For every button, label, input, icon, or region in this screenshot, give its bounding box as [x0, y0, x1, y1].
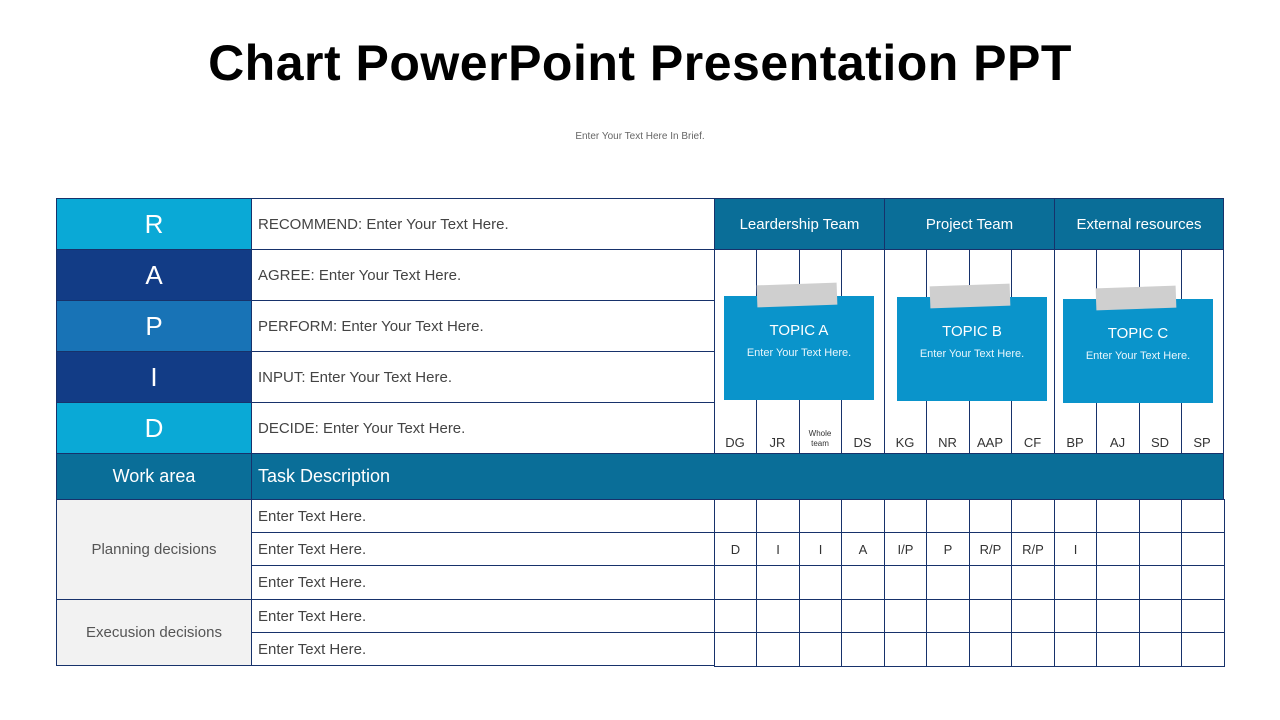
role-cell	[841, 632, 885, 667]
member-initials: JR	[769, 435, 786, 450]
role-cell	[714, 632, 757, 667]
role-cell: R/P	[1011, 532, 1055, 566]
slide-title: Chart PowerPoint Presentation PPT	[208, 35, 1072, 91]
role-cell	[884, 599, 927, 633]
role-cell: I/P	[884, 532, 927, 566]
task-description-header: Task Description	[251, 453, 1224, 500]
role-cell	[714, 499, 757, 533]
topic-text-b: Enter Your Text Here.	[919, 348, 1025, 360]
team-header-external: External resources	[1054, 198, 1224, 250]
rapid-desc-r: RECOMMEND: Enter Your Text Here.	[251, 198, 715, 250]
member-initials: SP	[1193, 435, 1211, 450]
role-cell	[714, 599, 757, 633]
role-cell	[1096, 499, 1140, 533]
member-initials: AJ	[1109, 435, 1126, 450]
role-cell	[926, 599, 970, 633]
role-cell	[756, 632, 800, 667]
team-header-leadership: Leardership Team	[714, 198, 885, 250]
role-cell	[1181, 565, 1225, 600]
role-cell	[799, 632, 842, 667]
tape-decoration	[757, 283, 838, 308]
rapid-letter-i: I	[56, 351, 252, 403]
topic-note-c	[1063, 299, 1213, 403]
role-cell	[1139, 599, 1182, 633]
member-initials: CF	[1023, 435, 1042, 450]
role-cell	[1181, 599, 1225, 633]
rapid-desc-p: PERFORM: Enter Your Text Here.	[251, 300, 715, 352]
team-header-project: Project Team	[884, 198, 1055, 250]
role-cell	[799, 599, 842, 633]
role-cell	[969, 565, 1012, 600]
role-cell	[1139, 632, 1182, 667]
rapid-letter-d: D	[56, 402, 252, 454]
role-cell	[926, 565, 970, 600]
role-cell	[969, 499, 1012, 533]
role-cell	[884, 499, 927, 533]
role-cell	[799, 565, 842, 600]
role-cell	[926, 632, 970, 667]
member-initials: DS	[853, 435, 872, 450]
work-area-header: Work area	[56, 453, 252, 500]
work-area-planning: Planning decisions	[56, 499, 252, 600]
topic-note-a	[724, 296, 874, 400]
topic-text-a: Enter Your Text Here.	[746, 347, 852, 359]
task-row-text: Enter Text Here.	[251, 632, 715, 666]
role-cell	[1181, 632, 1225, 667]
role-cell	[1054, 499, 1097, 533]
topic-note-b	[897, 297, 1047, 401]
role-cell	[1139, 565, 1182, 600]
role-cell	[756, 599, 800, 633]
rapid-desc-d: DECIDE: Enter Your Text Here.	[251, 402, 715, 454]
member-initials: NR	[938, 435, 957, 450]
rapid-desc-a: AGREE: Enter Your Text Here.	[251, 249, 715, 301]
role-cell: D	[714, 532, 757, 566]
role-cell	[1181, 532, 1225, 566]
role-cell: I	[756, 532, 800, 566]
rapid-letter-p: P	[56, 300, 252, 352]
role-cell	[884, 632, 927, 667]
role-cell	[714, 565, 757, 600]
topic-text-c: Enter Your Text Here.	[1085, 350, 1191, 362]
role-cell	[756, 499, 800, 533]
role-cell	[1096, 565, 1140, 600]
member-initials: KG	[895, 435, 915, 450]
role-cell	[841, 565, 885, 600]
role-cell	[799, 499, 842, 533]
role-cell	[1096, 632, 1140, 667]
role-cell: P	[926, 532, 970, 566]
tape-decoration	[930, 284, 1011, 309]
tape-decoration	[1096, 286, 1177, 311]
rapid-chart	[56, 198, 1224, 666]
role-cell	[1181, 499, 1225, 533]
role-cell	[1054, 632, 1097, 667]
role-cell	[1054, 599, 1097, 633]
rapid-desc-i: INPUT: Enter Your Text Here.	[251, 351, 715, 403]
role-cell	[969, 632, 1012, 667]
member-columns	[714, 249, 1224, 454]
work-area-execution: Execusion decisions	[56, 599, 252, 666]
role-cell	[1011, 632, 1055, 667]
role-cell: I	[1054, 532, 1097, 566]
role-cell	[1054, 565, 1097, 600]
role-cell	[1096, 532, 1140, 566]
role-cell	[884, 565, 927, 600]
role-cell	[969, 599, 1012, 633]
topic-title-c: TOPIC C	[1107, 325, 1169, 342]
role-cell	[841, 499, 885, 533]
role-cell: I	[799, 532, 842, 566]
role-cell	[756, 565, 800, 600]
role-cell	[1011, 565, 1055, 600]
member-initials: BP	[1066, 435, 1084, 450]
rapid-letter-a: A	[56, 249, 252, 301]
rapid-letter-r: R	[56, 198, 252, 250]
role-cell	[1096, 599, 1140, 633]
member-initials: AAP	[976, 435, 1003, 450]
task-row-text: Enter Text Here.	[251, 599, 715, 633]
role-cell	[1011, 599, 1055, 633]
member-initials: Whole team	[808, 429, 832, 448]
member-initials: DG	[725, 435, 745, 450]
topic-title-b: TOPIC B	[942, 323, 1002, 340]
task-row-text: Enter Text Here.	[251, 499, 715, 533]
task-row-text: Enter Text Here.	[251, 532, 715, 566]
role-cell	[841, 599, 885, 633]
member-initials: SD	[1150, 435, 1170, 450]
role-cell	[1139, 532, 1182, 566]
role-cell: R/P	[969, 532, 1012, 566]
role-cell	[1139, 499, 1182, 533]
task-row-text: Enter Text Here.	[251, 565, 715, 600]
slide-subtitle: Enter Your Text Here In Brief.	[575, 131, 705, 142]
role-cell	[926, 499, 970, 533]
role-cell: A	[841, 532, 885, 566]
role-cell	[1011, 499, 1055, 533]
topic-title-a: TOPIC A	[769, 322, 829, 339]
